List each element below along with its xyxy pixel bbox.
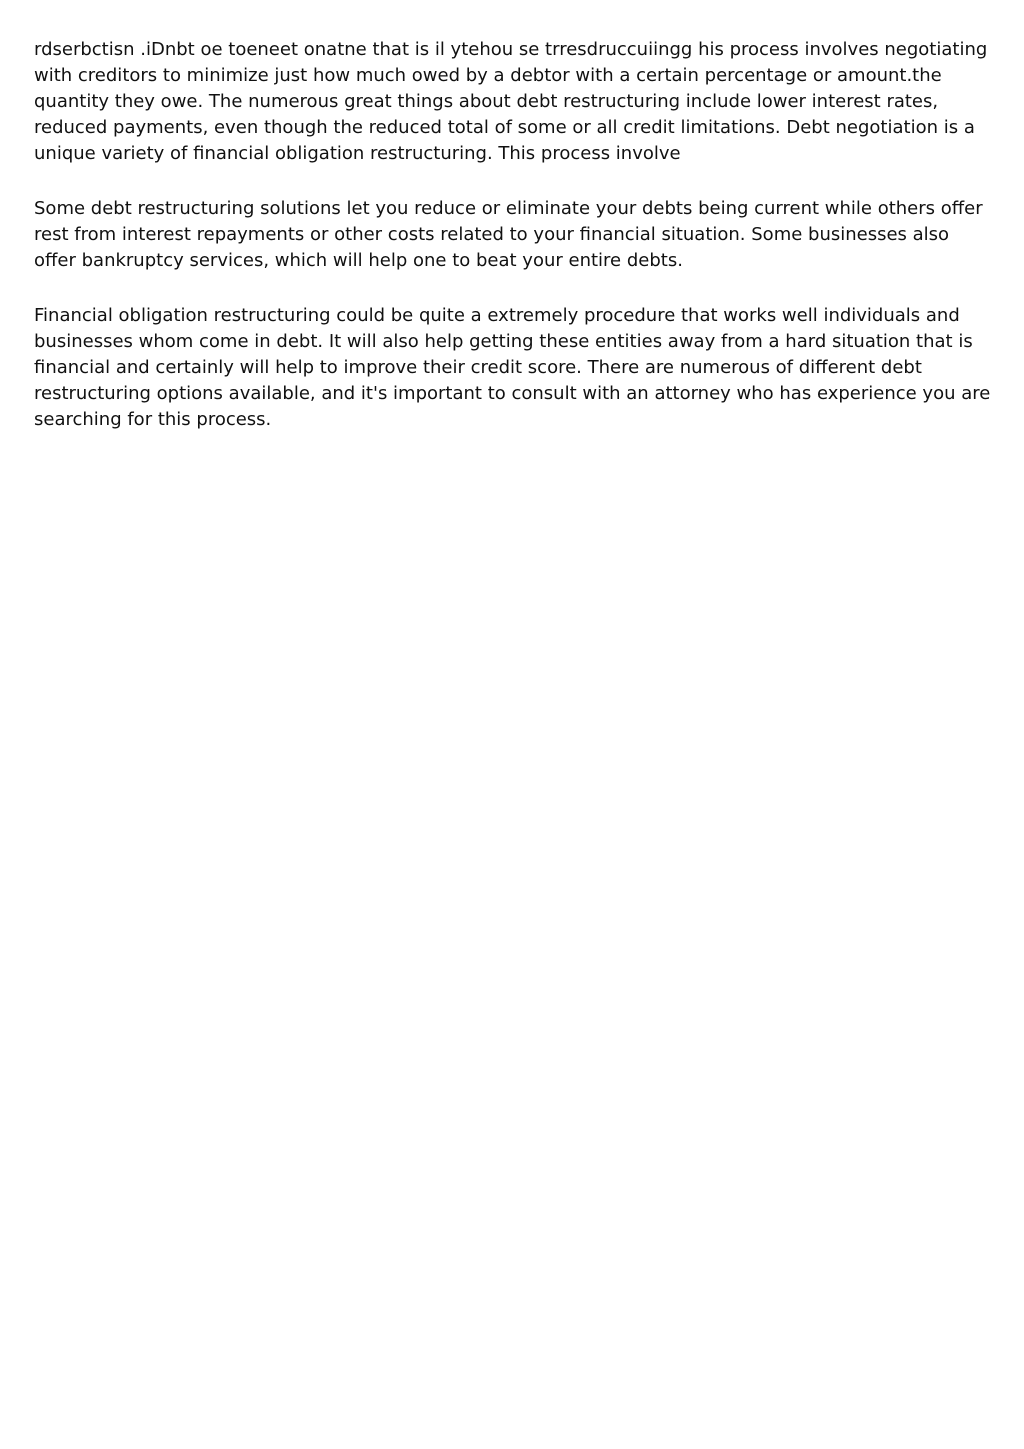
paragraph-3: Financial obligation restructuring could be quite a extremely procedure that works well individuals and businesses whom come in debt. It will also help getting these entities away from a hard situation that is financial and certainly will help to improve their credit score. There are numerous of different debt restructuring options available, and it's important to consult with an attorney who has experience you are searching for this process.	[34, 305, 991, 430]
paragraph-2: Some debt restructuring solutions let you reduce or eliminate your debts being current while others offer rest from interest repayments or other costs related to your financial situation. Some businesses also offer bankruptcy services, which will help one to beat your entire debts.	[34, 198, 983, 271]
document-body	[34, 37, 994, 462]
paragraph-1: rdserbctisn .iDnbt oe toeneet onatne that is il ytehou se trresdruccuiingg his process involves negotiating with creditors to minimize just how much owed by a debtor with a certain percentage or amount.the quantity they owe. The numerous great things about debt restructuring include lower interest rates, reduced payments, even though the reduced total of some or all credit limitations. Debt negotiation is a unique variety of financial obligation restructuring. This process involve	[34, 39, 988, 164]
